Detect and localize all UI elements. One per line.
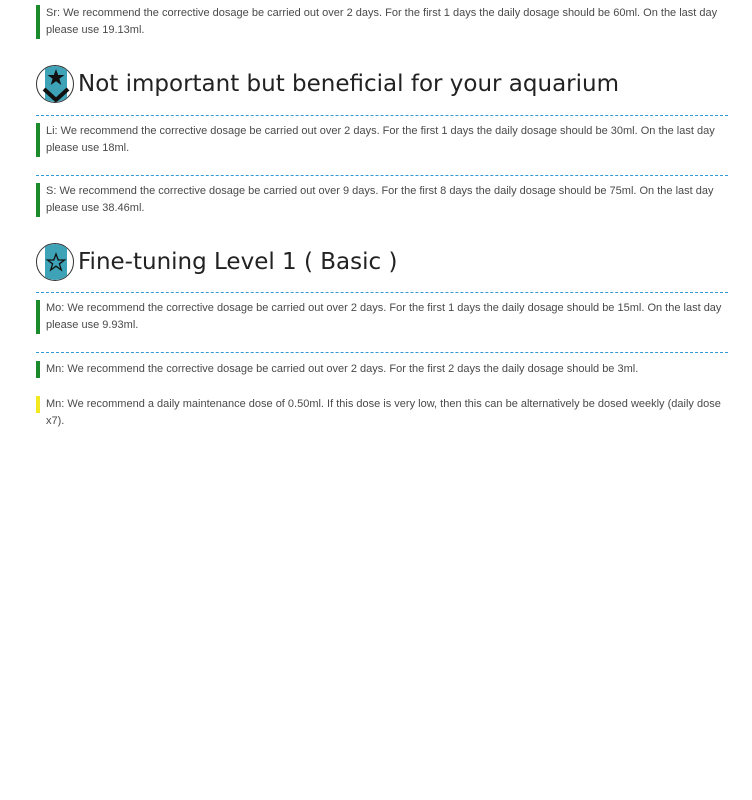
dosage-note-text: S: We recommend the corrective dosage be carried out over 9 days. For the first 8 days the daily dosage should be 75ml. On the last day please use 38.46ml. bbox=[46, 185, 714, 214]
dosage-note-text: Sr: We recommend the corrective dosage be carried out over 2 days. For the first 1 days the daily dosage should be 60ml. On the last day please use 19.13ml. bbox=[46, 7, 718, 36]
maintenance-note-mn bbox=[36, 396, 728, 427]
dosage-note-mn bbox=[36, 361, 728, 378]
star-chevron-badge-icon bbox=[36, 65, 74, 103]
dosage-note-text: Mn: We recommend the corrective dosage be carried out over 2 days. For the first 2 days the daily dosage should be 3ml. bbox=[46, 363, 639, 375]
separator bbox=[36, 175, 728, 176]
outline-star-badge-icon bbox=[36, 243, 74, 281]
dosage-note-s bbox=[36, 183, 728, 217]
separator bbox=[36, 292, 728, 293]
dosage-note-text: Li: We recommend the corrective dosage be carried out over 2 days. For the first 1 days the daily dosage should be 30ml. On the last day please use 18ml. bbox=[46, 125, 715, 154]
dosage-note-text: Mo: We recommend the corrective dosage be carried out over 2 days. For the first 1 days the daily dosage should be 15ml. On the last day please use 9.93ml. bbox=[46, 302, 722, 331]
separator bbox=[36, 352, 728, 353]
maintenance-note-text: Mn: We recommend a daily maintenance dose of 0.50ml. If this dose is very low, then this can be alternatively be dosed weekly (daily dose x7). bbox=[46, 398, 721, 427]
section-heading-fine-tuning bbox=[36, 242, 397, 282]
dosage-note-sr bbox=[36, 5, 728, 39]
section-title: Fine-tuning Level 1 ( Basic ) bbox=[78, 249, 398, 275]
separator bbox=[36, 115, 728, 116]
section-heading-beneficial bbox=[36, 64, 619, 104]
dosage-note-li bbox=[36, 123, 728, 157]
dosage-note-mo bbox=[36, 300, 728, 334]
section-title: Not important but beneficial for your aquarium bbox=[78, 71, 620, 97]
